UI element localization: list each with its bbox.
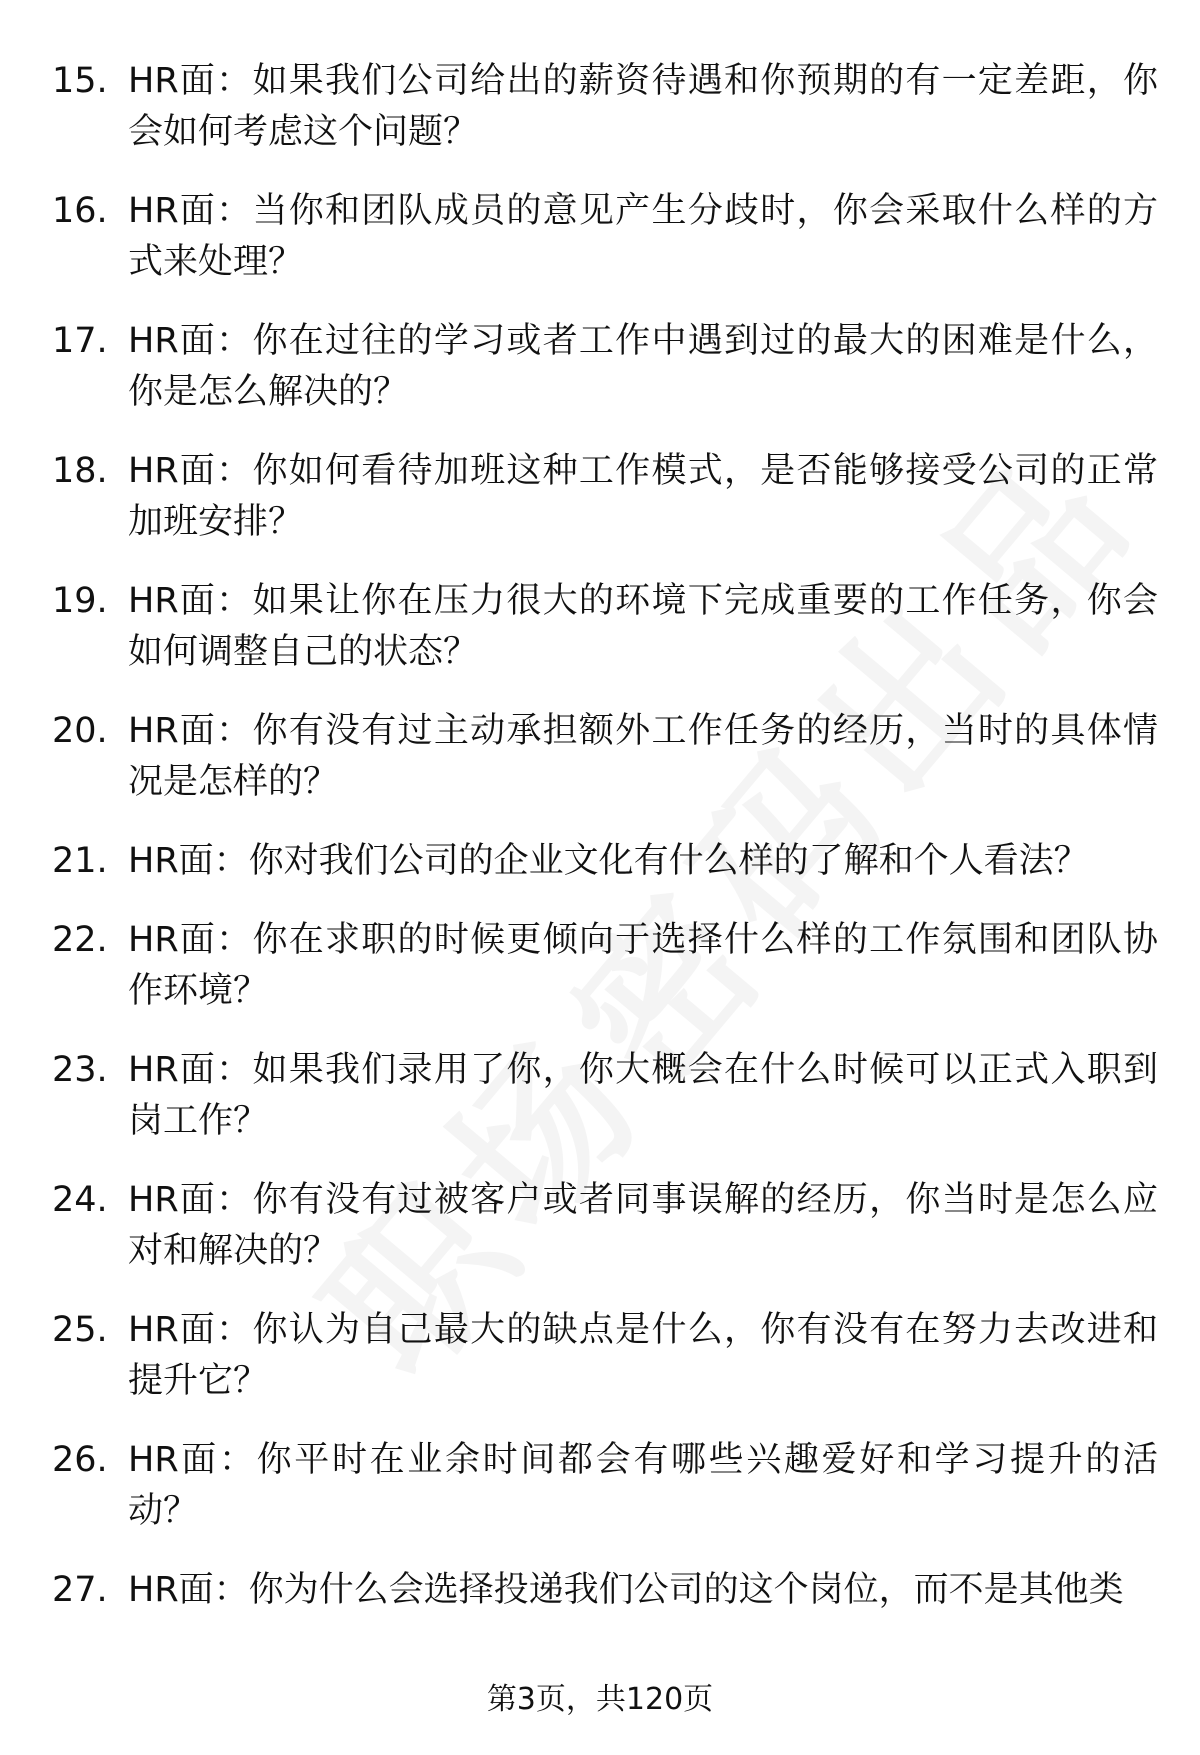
question-item [0,706,1200,808]
question-item [0,1435,1200,1537]
question-number: 26. [52,1440,108,1480]
question-item [0,1565,1200,1616]
page-footer [0,1680,1200,1720]
question-number: 22. [52,920,108,960]
question-item [0,186,1200,288]
question-item [0,915,1200,1017]
question-text: HR面：你有没有过被客户或者同事误解的经历，你当时是怎么应对和解决的？ [128,1180,1158,1271]
question-text: HR面：你为什么会选择投递我们公司的这个岗位，而不是其他类 [128,1570,1124,1610]
question-item [0,1305,1200,1407]
question-number: 15. [52,61,108,101]
question-item [0,576,1200,678]
question-number: 20. [52,711,108,751]
question-text: HR面：你对我们公司的企业文化有什么样的了解和个人看法？ [128,841,1089,881]
question-text: HR面：你认为自己最大的缺点是什么，你有没有在努力去改进和提升它？ [128,1310,1158,1401]
question-text: HR面：如果我们录用了你，你大概会在什么时候可以正式入职到岗工作？ [128,1050,1158,1141]
question-item [0,446,1200,548]
question-text: HR面：如果让你在压力很大的环境下完成重要的工作任务，你会如何调整自己的状态？ [128,581,1158,672]
question-number: 24. [52,1180,108,1220]
question-list [0,56,1200,1644]
question-item [0,316,1200,418]
question-number: 27. [52,1570,108,1610]
question-number: 19. [52,581,108,621]
question-number: 25. [52,1310,108,1350]
question-number: 16. [52,191,108,231]
question-item [0,836,1200,887]
question-number: 23. [52,1050,108,1090]
question-text: HR面：你如何看待加班这种工作模式，是否能够接受公司的正常加班安排？ [128,451,1158,542]
question-text: HR面：你在求职的时候更倾向于选择什么样的工作氛围和团队协作环境？ [128,920,1158,1011]
question-text: HR面：你在过往的学习或者工作中遇到过的最大的困难是什么，你是怎么解决的？ [128,321,1158,412]
question-item [0,56,1200,158]
question-text: HR面：如果我们公司给出的薪资待遇和你预期的有一定差距，你会如何考虑这个问题？ [128,61,1158,152]
question-text: HR面：当你和团队成员的意见产生分歧时，你会采取什么样的方式来处理？ [128,191,1158,282]
question-number: 21. [52,841,108,881]
page-number-label: 第3页，共120页 [486,1682,714,1717]
question-item [0,1045,1200,1147]
question-item [0,1175,1200,1277]
question-number: 18. [52,451,108,491]
question-number: 17. [52,321,108,361]
question-text: HR面：你有没有过主动承担额外工作任务的经历，当时的具体情况是怎样的？ [128,711,1158,802]
question-text: HR面：你平时在业余时间都会有哪些兴趣爱好和学习提升的活动？ [128,1440,1158,1531]
